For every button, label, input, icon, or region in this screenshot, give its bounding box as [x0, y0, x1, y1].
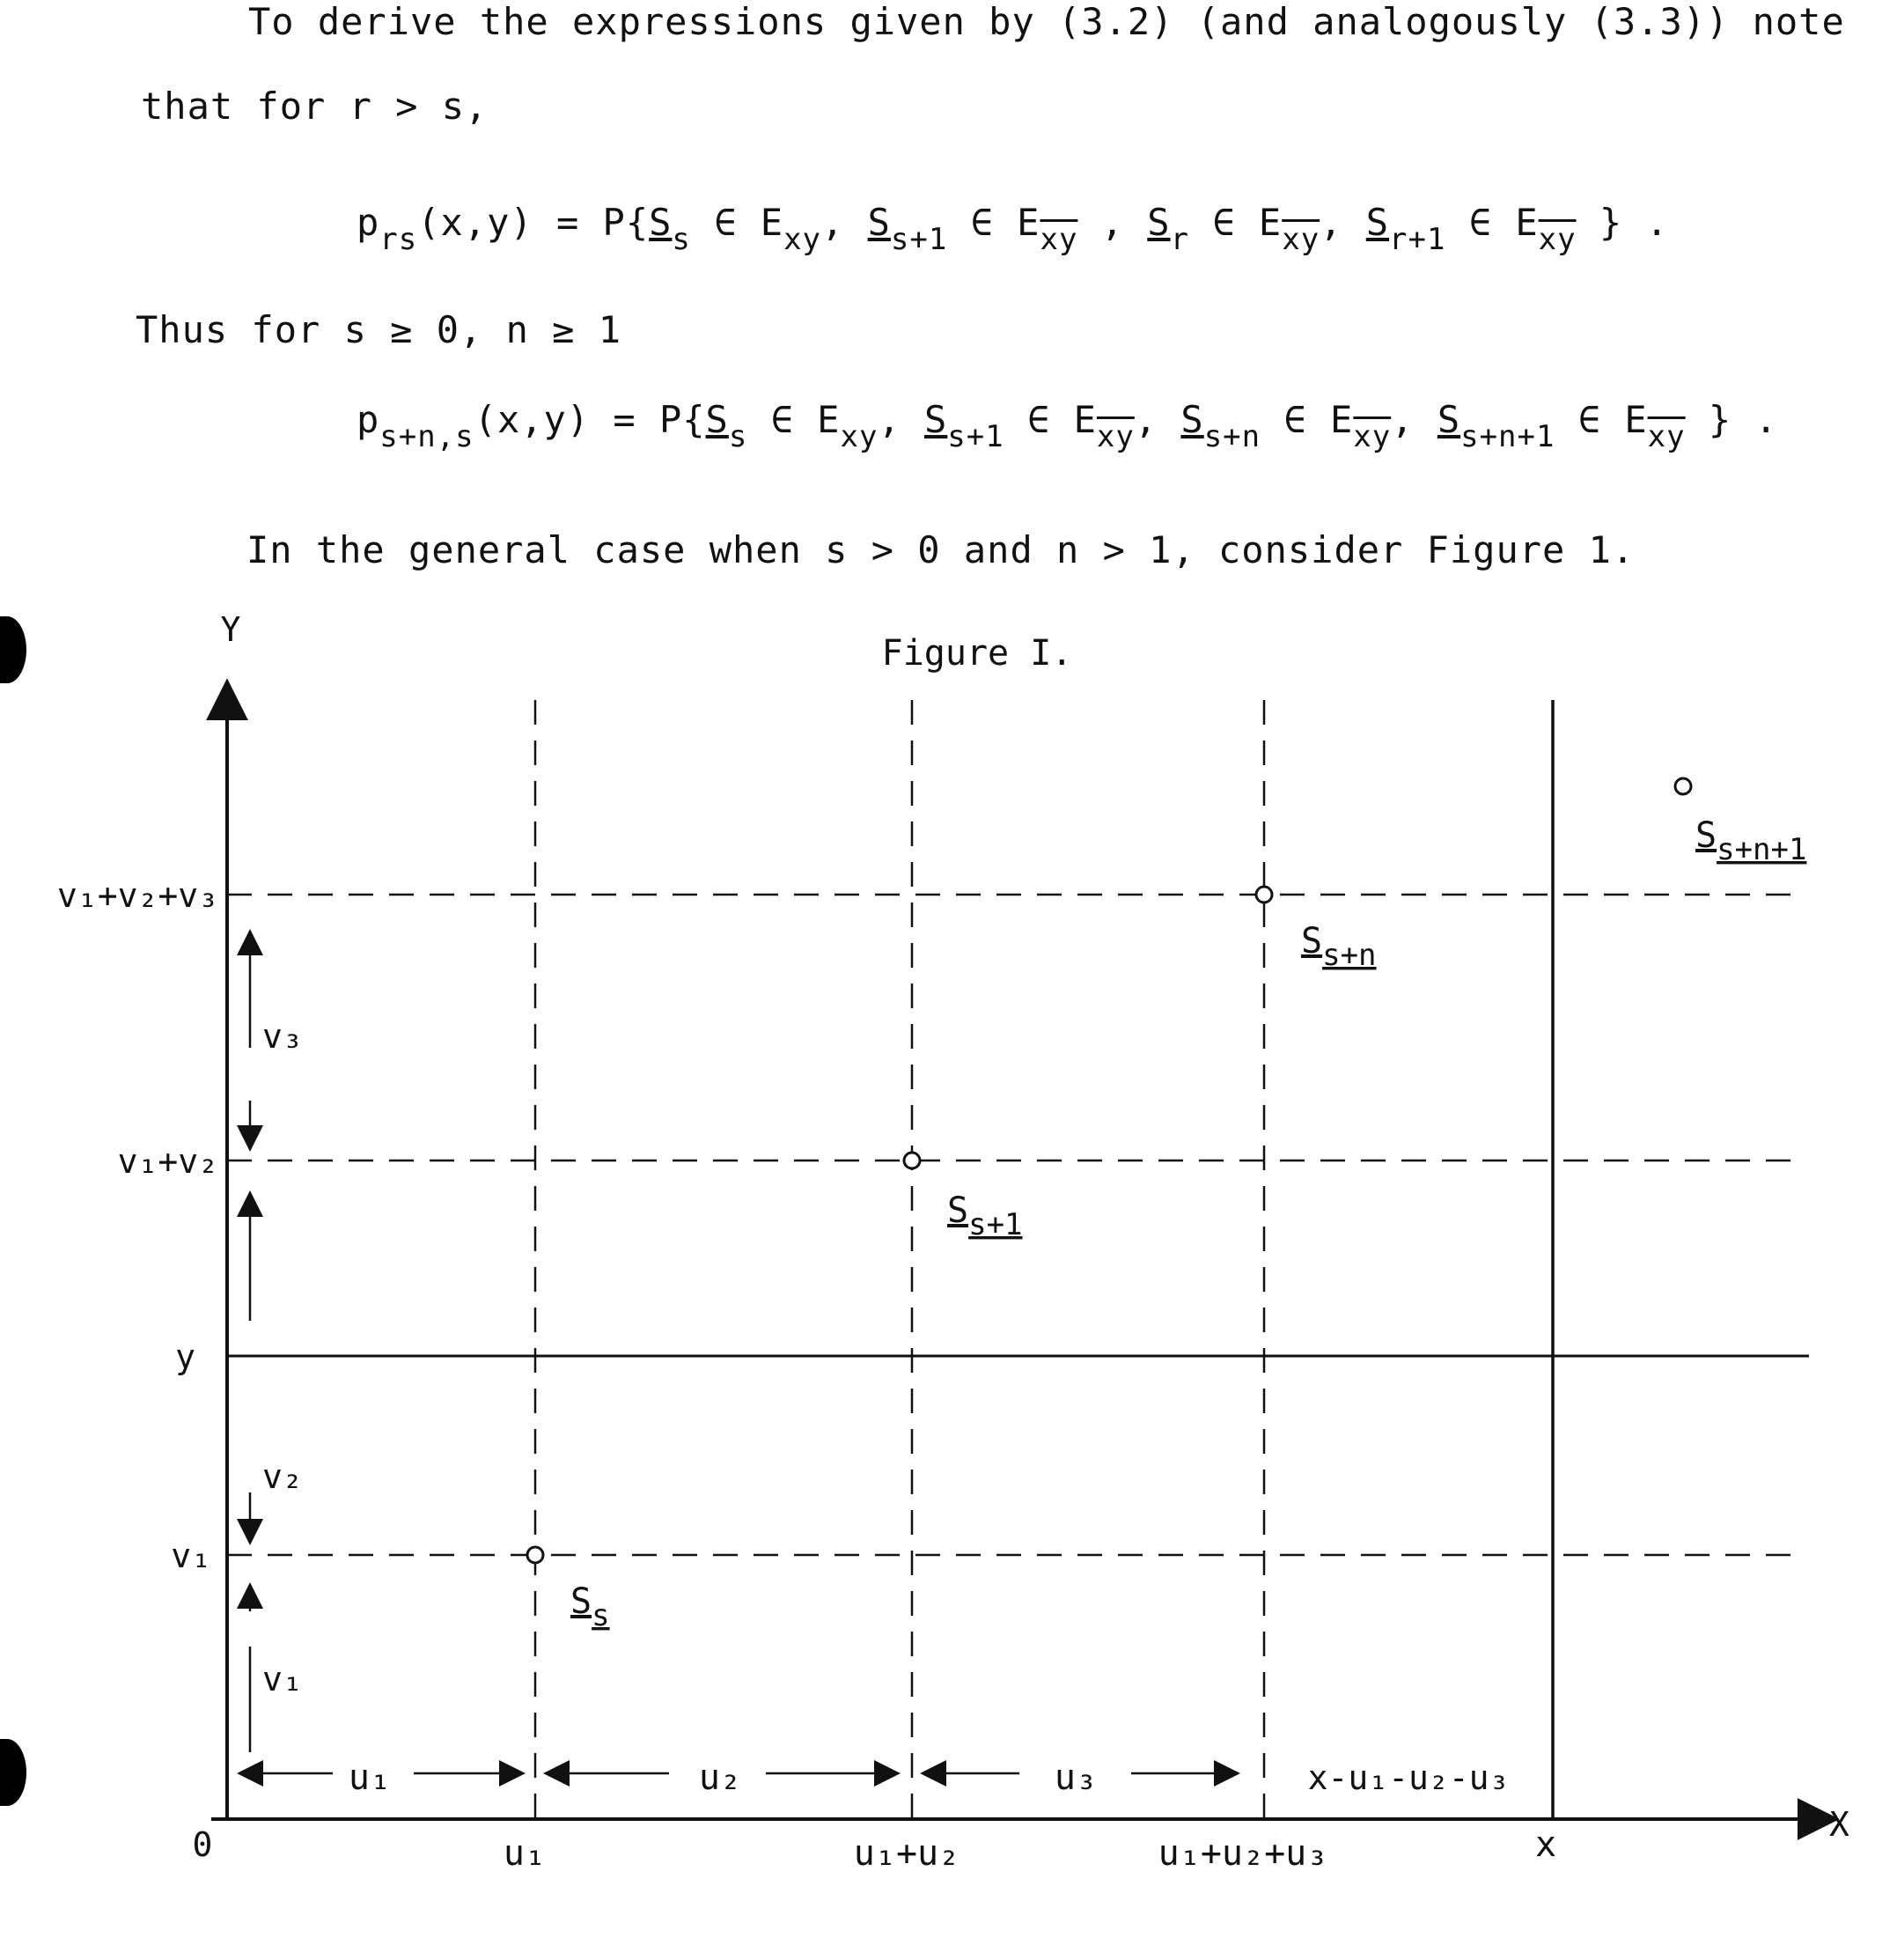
interval-v2: v₂	[262, 1457, 303, 1496]
origin-label: 0	[192, 1825, 213, 1864]
interval-v1: v₁	[262, 1660, 303, 1698]
interval-u1: u₁	[348, 1757, 392, 1798]
point-label-s-plus-n-plus-1: $S_{s+n+1}$	[1695, 815, 1807, 867]
y-tick-v1v2v3: v₁+v₂+v₃	[56, 876, 218, 915]
interval-remainder: x-u₁-u₂-u₃	[1307, 1758, 1510, 1797]
x-tick-u1u2u3: u₁+u₂+u₃	[1158, 1833, 1328, 1874]
y-tick-v1: v₁	[171, 1536, 211, 1575]
x-tick-u1: u₁	[503, 1833, 547, 1874]
point-s-plus-n-plus-1	[1675, 778, 1691, 794]
x-tick-u1u2: u₁+u₂	[853, 1833, 960, 1874]
point-s	[527, 1547, 543, 1563]
paragraph-2: In the general case when s > 0 and n > 1, consider Figure 1.	[246, 528, 1636, 571]
x-axis-label: X	[1829, 1805, 1849, 1844]
y-axis-label: Y	[220, 610, 241, 649]
y-tick-v1v2: v₁+v₂	[117, 1142, 218, 1181]
interval-v3: v₃	[262, 1017, 303, 1056]
thus-line: Thus for s ≥ 0, n ≥ 1	[136, 308, 622, 351]
point-label-s-plus-n: $S_{s+n}$	[1301, 921, 1377, 973]
figure-title: Figure I.	[881, 633, 1073, 674]
equation-2: $p_{s+n,s}(x,y) = P\{S_s$ ∈ $E_{xy}$, $S_{s+1}$ ∈ $E_{\overline{xy}}$, $S_{s+n}$ ∈ $E_{\overline{xy}}$, $S_{s+n+1}$ ∈ $E_{\overline{xy}}$ } .	[357, 398, 1778, 454]
paragraph-1-line-1: To derive the expressions given by (3.2) (and analogously (3.3)) note	[248, 0, 1845, 43]
x-tick-x: x	[1534, 1824, 1557, 1865]
paragraph-1-line-2: that for r > s,	[141, 85, 489, 128]
interval-u3: u₃	[1054, 1757, 1098, 1798]
point-s-plus-1	[904, 1153, 920, 1168]
point-label-s-plus-1: $S_{s+1}$	[947, 1190, 1023, 1242]
interval-u2: u₂	[698, 1757, 742, 1798]
y-tick-y: y	[175, 1337, 195, 1376]
point-s-plus-n	[1256, 887, 1272, 903]
point-label-s: $S_s$	[570, 1581, 610, 1633]
equation-1: $p_{rs}(x,y) = P\{S_s$ ∈ $E_{xy}$, $S_{s+1}$ ∈ $E_{\overline{xy}}$ , $S_r$ ∈ $E_{\overline{xy}}$, $S_{r+1}$ ∈ $E_{\overline{xy}}$ } .	[357, 201, 1669, 257]
